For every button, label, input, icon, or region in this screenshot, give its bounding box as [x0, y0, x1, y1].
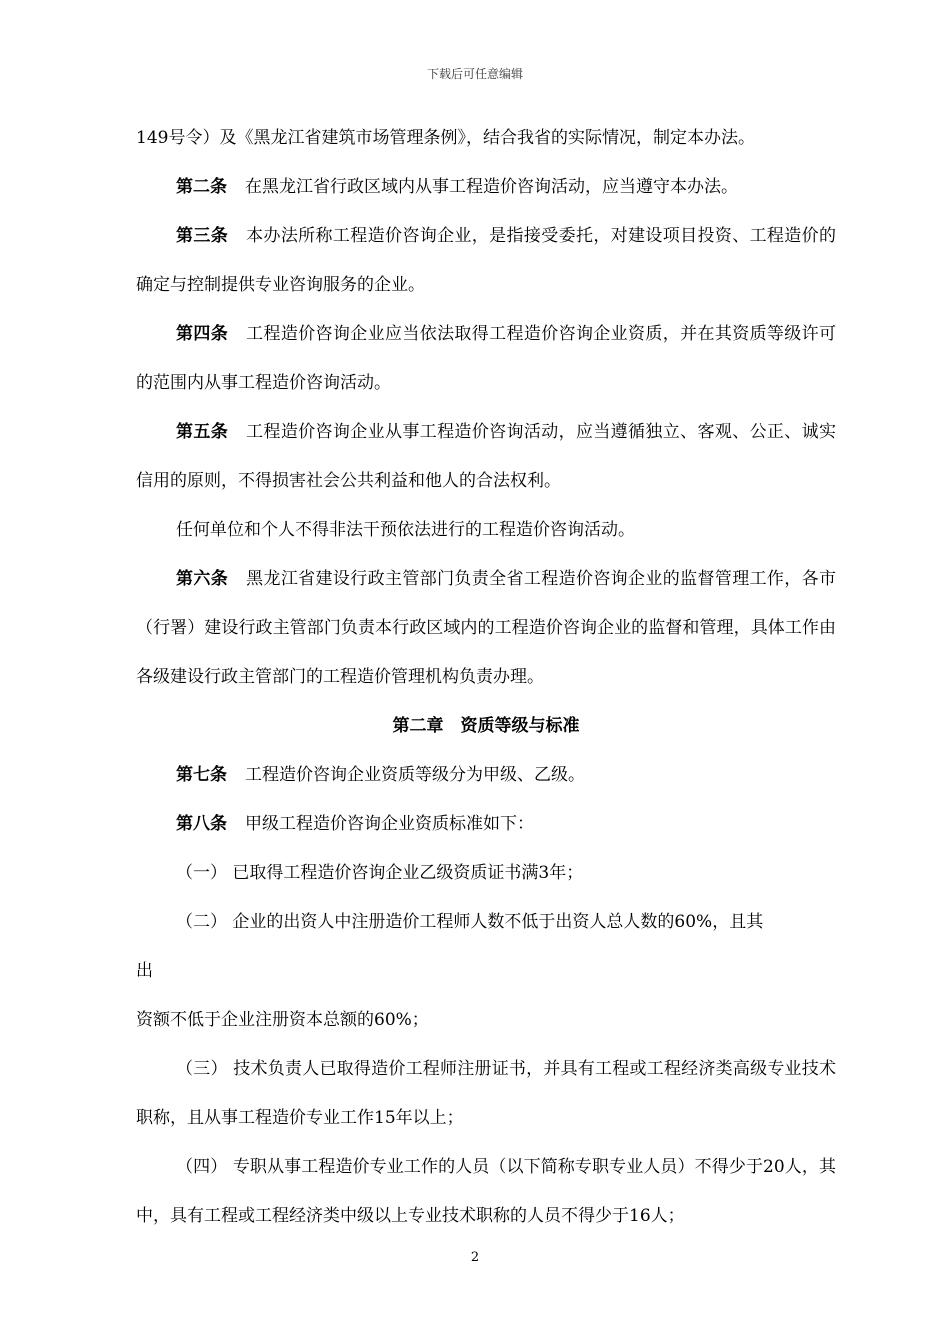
clause-text: （一） 已取得工程造价咨询企业乙级资质证书满3年； [176, 863, 584, 883]
clause-2 [136, 898, 836, 947]
clause-text: 出 [136, 961, 153, 981]
article-number: 第八条 [176, 814, 227, 834]
article-text: 黑龙江省建设行政主管部门负责全省工程造价咨询企业的监督管理工作，各市（行署）建设行政主管部门负责本行政区域内的工程造价咨询企业的监督和管理，具体工作由各级建设行政主管部门的工程造价管理机构负责办理。 [136, 569, 837, 687]
article-3 [136, 212, 836, 310]
article-text: 工程造价咨询企业资质等级分为甲级、乙级。 [245, 765, 585, 785]
paragraph-text: 149号令）及《黑龙江省建筑市场管理条例》，结合我省的实际情况，制定本办法。 [136, 128, 755, 148]
clause-3 [136, 1045, 836, 1143]
paragraph-text: 任何单位和个人不得非法干预依法进行的工程造价咨询活动。 [176, 520, 635, 540]
page-header: 下载后可任意编辑 [426, 67, 523, 81]
article-text: 工程造价咨询企业从事工程造价咨询活动，应当遵循独立、客观、公正、诚实信用的原则，不得损害社会公共利益和他人的合法权利。 [136, 422, 837, 491]
document-body [136, 114, 836, 1241]
article-number: 第四条 [176, 324, 229, 344]
clause-text: （三） 技术负责人已取得造价工程师注册证书，并具有工程或工程经济类高级专业技术职称，且从事工程造价专业工作15年以上； [136, 1059, 836, 1128]
article-number: 第二条 [176, 177, 227, 197]
article-text: 在黑龙江省行政区域内从事工程造价咨询活动，应当遵守本办法。 [245, 177, 738, 197]
clause-text: （二） 企业的出资人中注册造价工程师人数不低于出资人总人数的60%，且其 [176, 912, 764, 932]
article-number: 第三条 [176, 226, 229, 246]
clause-4 [136, 1143, 836, 1241]
clause-text: 资额不低于企业注册资本总额的60%； [136, 1010, 429, 1030]
article-number: 第六条 [176, 569, 229, 589]
article-7 [136, 751, 836, 800]
clause-2-line-3 [136, 996, 836, 1045]
paragraph-continuation [136, 114, 836, 163]
article-text: 工程造价咨询企业应当依法取得工程造价咨询企业资质，并在其资质等级许可的范围内从事工程造价咨询活动。 [136, 324, 837, 393]
clause-2-line-2 [136, 947, 836, 996]
article-5 [136, 408, 836, 506]
clause-1 [136, 849, 836, 898]
article-number: 第七条 [176, 765, 227, 785]
article-text: 本办法所称工程造价咨询企业，是指接受委托，对建设项目投资、工程造价的确定与控制提供专业咨询服务的企业。 [136, 226, 837, 295]
article-2 [136, 163, 836, 212]
article-8 [136, 800, 836, 849]
article-6 [136, 555, 836, 702]
clause-text: （四） 专职从事工程造价专业工作的人员（以下简称专职专业人员）不得少于20人，其中，具有工程或工程经济类中级以上专业技术职称的人员不得少于16人； [136, 1157, 836, 1226]
article-text: 甲级工程造价咨询企业资质标准如下： [245, 814, 534, 834]
article-4 [136, 310, 836, 408]
article-number: 第五条 [176, 422, 229, 442]
chapter-title: 第二章 资质等级与标准 [392, 716, 580, 736]
page-number: 2 [470, 1250, 480, 1265]
article-5-paragraph-2 [136, 506, 836, 555]
